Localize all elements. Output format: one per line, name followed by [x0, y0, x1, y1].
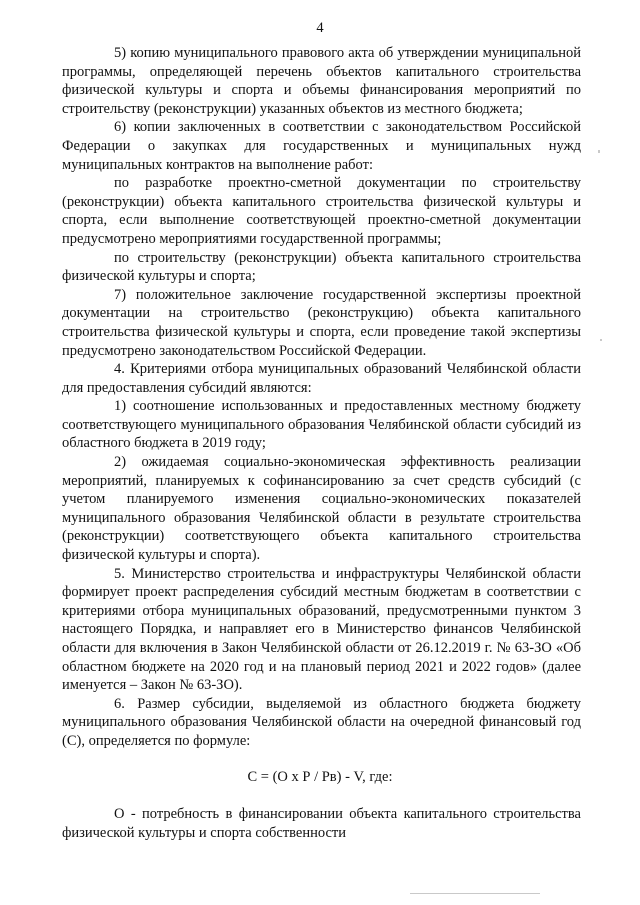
paragraph-section-5-ministry: 5. Министерство строительства и инфраструктуры Челябинской области формирует проект распределения субсидий местным бюджетам в соответствии с критериями отбора муниципальных образований, предусмотренными пунктом 3 настоящего Порядка, и направляет его в Министерство финансов Челябинской области для включения в Закон Челябинской области от 26.12.2019 г. № 63-ЗО «Об областном бюджете на 2020 год и на плановый период 2021 и 2022 годов» (далее именуется – Закон № 63-ЗО). — [62, 565, 581, 694]
scan-artifact-right-edge — [598, 150, 600, 153]
paragraph-section-6-subsidy-size: 6. Размер субсидии, выделяемой из областного бюджета бюджету муниципального образования Челябинской области на очередной финансовый год (С), определяется по формуле: — [62, 695, 581, 749]
subsidy-formula: С = (О х Р / Рв) - V, где: — [247, 769, 393, 785]
paragraph-criterion-2: 2) ожидаемая социально-экономическая эффективность реализации мероприятий, планируемых к софинансированию за счет средств субсидий (с учетом планируемого изменения социально-экономических показателей муниципального образования Челябинской области в результате строительства (реконструкции) соответствующего объекта капитального строительства физической культуры и спорта). — [62, 454, 581, 564]
paragraph-section-4-criteria: 4. Критериями отбора муниципальных образований Челябинской области для предоставления субсидий являются: — [62, 361, 581, 396]
document-body — [62, 44, 581, 751]
page-number: 4 — [316, 20, 324, 36]
formula-variable-definition: О - потребность в финансировании объекта капитального строительства физической культуры и спорта собственности — [62, 806, 581, 841]
scan-artifact-bottom-line — [410, 893, 540, 894]
paragraph-item-6-municipal-contracts: 6) копии заключенных в соответствии с законодательством Российской Федерации о закупках для государственных и муниципальных нужд муниципальных контрактов на выполнение работ: — [62, 119, 581, 173]
paragraph-item-7-state-expertise: 7) положительное заключение государственной экспертизы проектной документации на строительство (реконструкцию) объекта капитального строительства физической культуры и спорта, если проведение такой экспертизы предусмотрено законодательством Российской Федерации. — [62, 286, 581, 359]
scan-artifact-lower-right — [600, 339, 602, 341]
paragraph-design-documentation: по разработке проектно-сметной документации по строительству (реконструкции) объекта капитального строительства физической культуры и спорта, если выполнение соответствующей проектно-сметной документации предусмотрено мероприятиями государственной программы; — [62, 175, 581, 247]
paragraph-criterion-1: 1) соотношение использованных и предоставленных местному бюджету соответствующего муниципального образования Челябинской области субсидий из областного бюджета в 2019 году; — [62, 398, 581, 452]
paragraph-item-5-municipal-program: 5) копию муниципального правового акта об утверждении муниципальной программы, определяющей перечень объектов капитального строительства физической культуры и спорта и объемы финансирования мероприятий по строительству (реконструкции) указанных объектов из местного бюджета; — [62, 45, 581, 117]
paragraph-construction-works: по строительству (реконструкции) объекта капитального строительства физической культуры и спорта; — [62, 249, 581, 285]
